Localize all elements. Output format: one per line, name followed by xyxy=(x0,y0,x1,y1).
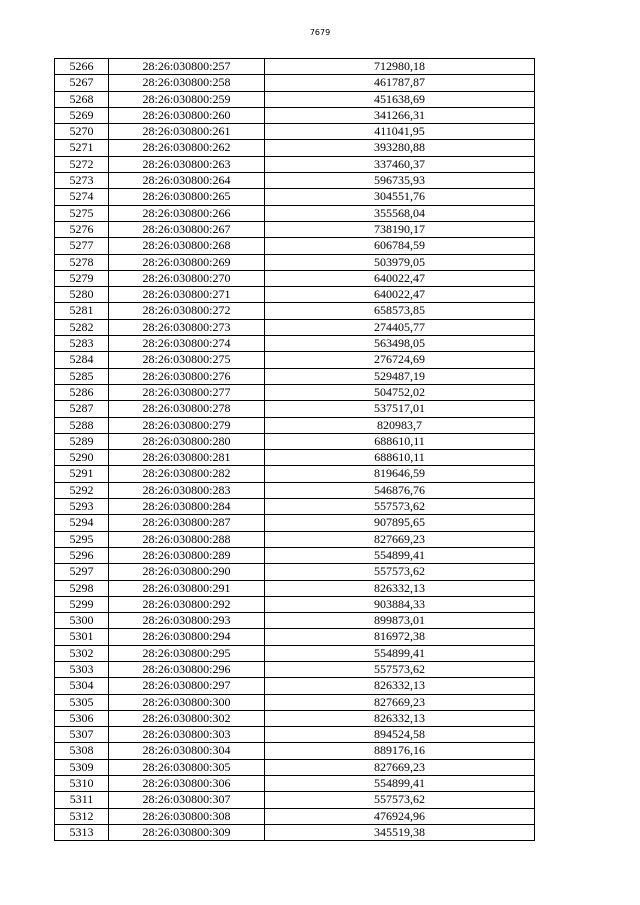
value-cell: 529487,19 xyxy=(265,368,535,384)
row-number-cell: 5313 xyxy=(55,824,109,840)
row-number-cell: 5277 xyxy=(55,238,109,254)
cadastral-number-cell: 28:26:030800:287 xyxy=(109,515,265,531)
row-number-cell: 5279 xyxy=(55,270,109,286)
row-number-cell: 5310 xyxy=(55,776,109,792)
value-cell: 557573,62 xyxy=(265,792,535,808)
value-cell: 554899,41 xyxy=(265,776,535,792)
cadastral-number-cell: 28:26:030800:295 xyxy=(109,645,265,661)
table-row xyxy=(55,189,535,205)
cadastral-number-cell: 28:26:030800:304 xyxy=(109,743,265,759)
cadastral-number-cell: 28:26:030800:270 xyxy=(109,270,265,286)
value-cell: 827669,23 xyxy=(265,694,535,710)
table-row xyxy=(55,124,535,140)
row-number-cell: 5275 xyxy=(55,205,109,221)
cadastral-number-cell: 28:26:030800:278 xyxy=(109,401,265,417)
table-row xyxy=(55,466,535,482)
cadastral-number-cell: 28:26:030800:284 xyxy=(109,499,265,515)
row-number-cell: 5298 xyxy=(55,580,109,596)
row-number-cell: 5280 xyxy=(55,287,109,303)
table-row xyxy=(55,401,535,417)
cadastral-number-cell: 28:26:030800:290 xyxy=(109,564,265,580)
row-number-cell: 5312 xyxy=(55,808,109,824)
cadastral-number-cell: 28:26:030800:306 xyxy=(109,776,265,792)
table-row xyxy=(55,173,535,189)
cadastral-number-cell: 28:26:030800:266 xyxy=(109,205,265,221)
cadastral-number-cell: 28:26:030800:259 xyxy=(109,91,265,107)
cadastral-number-cell: 28:26:030800:263 xyxy=(109,156,265,172)
table-row xyxy=(55,580,535,596)
cadastral-number-cell: 28:26:030800:261 xyxy=(109,124,265,140)
row-number-cell: 5269 xyxy=(55,107,109,123)
row-number-cell: 5292 xyxy=(55,482,109,498)
value-cell: 451638,69 xyxy=(265,91,535,107)
table-row xyxy=(55,596,535,612)
row-number-cell: 5306 xyxy=(55,710,109,726)
cadastral-number-cell: 28:26:030800:305 xyxy=(109,759,265,775)
cadastral-number-cell: 28:26:030800:309 xyxy=(109,824,265,840)
cadastral-number-cell: 28:26:030800:303 xyxy=(109,727,265,743)
table-row xyxy=(55,352,535,368)
cadastral-number-cell: 28:26:030800:280 xyxy=(109,433,265,449)
value-cell: 557573,62 xyxy=(265,499,535,515)
row-number-cell: 5311 xyxy=(55,792,109,808)
cadastral-number-cell: 28:26:030800:262 xyxy=(109,140,265,156)
cadastral-number-cell: 28:26:030800:291 xyxy=(109,580,265,596)
value-cell: 276724,69 xyxy=(265,352,535,368)
value-cell: 826332,13 xyxy=(265,710,535,726)
table-row xyxy=(55,564,535,580)
table-row xyxy=(55,792,535,808)
table-body xyxy=(55,59,535,841)
value-cell: 596735,93 xyxy=(265,173,535,189)
table-row xyxy=(55,221,535,237)
row-number-cell: 5282 xyxy=(55,319,109,335)
value-cell: 820983,7 xyxy=(265,417,535,433)
row-number-cell: 5281 xyxy=(55,303,109,319)
cadastral-number-cell: 28:26:030800:297 xyxy=(109,678,265,694)
cadastral-number-cell: 28:26:030800:281 xyxy=(109,450,265,466)
value-cell: 355568,04 xyxy=(265,205,535,221)
cadastral-number-cell: 28:26:030800:300 xyxy=(109,694,265,710)
row-number-cell: 5273 xyxy=(55,173,109,189)
row-number-cell: 5300 xyxy=(55,613,109,629)
value-cell: 640022,47 xyxy=(265,270,535,286)
cadastral-number-cell: 28:26:030800:277 xyxy=(109,384,265,400)
table-row xyxy=(55,710,535,726)
page-number: 7679 xyxy=(309,28,331,37)
row-number-cell: 5274 xyxy=(55,189,109,205)
row-number-cell: 5276 xyxy=(55,221,109,237)
table-row xyxy=(55,531,535,547)
row-number-cell: 5293 xyxy=(55,499,109,515)
table-row xyxy=(55,238,535,254)
row-number-cell: 5303 xyxy=(55,661,109,677)
cadastral-number-cell: 28:26:030800:307 xyxy=(109,792,265,808)
table-row xyxy=(55,743,535,759)
value-cell: 563498,05 xyxy=(265,336,535,352)
value-cell: 606784,59 xyxy=(265,238,535,254)
cadastral-number-cell: 28:26:030800:302 xyxy=(109,710,265,726)
cadastral-number-cell: 28:26:030800:267 xyxy=(109,221,265,237)
cadastral-number-cell: 28:26:030800:283 xyxy=(109,482,265,498)
row-number-cell: 5285 xyxy=(55,368,109,384)
table-row xyxy=(55,319,535,335)
value-cell: 461787,87 xyxy=(265,75,535,91)
value-cell: 712980,18 xyxy=(265,59,535,75)
cadastral-number-cell: 28:26:030800:308 xyxy=(109,808,265,824)
row-number-cell: 5302 xyxy=(55,645,109,661)
value-cell: 816972,38 xyxy=(265,629,535,645)
value-cell: 503979,05 xyxy=(265,254,535,270)
row-number-cell: 5278 xyxy=(55,254,109,270)
table-row xyxy=(55,547,535,563)
value-cell: 738190,17 xyxy=(265,221,535,237)
table-row xyxy=(55,433,535,449)
row-number-cell: 5309 xyxy=(55,759,109,775)
value-cell: 688610,11 xyxy=(265,450,535,466)
value-cell: 546876,76 xyxy=(265,482,535,498)
row-number-cell: 5288 xyxy=(55,417,109,433)
row-number-cell: 5299 xyxy=(55,596,109,612)
table-row xyxy=(55,140,535,156)
value-cell: 688610,11 xyxy=(265,433,535,449)
table-row xyxy=(55,808,535,824)
table-row xyxy=(55,499,535,515)
row-number-cell: 5291 xyxy=(55,466,109,482)
cadastral-number-cell: 28:26:030800:279 xyxy=(109,417,265,433)
table-row xyxy=(55,107,535,123)
value-cell: 557573,62 xyxy=(265,661,535,677)
table-row xyxy=(55,336,535,352)
value-cell: 827669,23 xyxy=(265,759,535,775)
row-number-cell: 5268 xyxy=(55,91,109,107)
table-row xyxy=(55,759,535,775)
cadastral-number-cell: 28:26:030800:289 xyxy=(109,547,265,563)
cadastral-number-cell: 28:26:030800:282 xyxy=(109,466,265,482)
table-row xyxy=(55,629,535,645)
value-cell: 903884,33 xyxy=(265,596,535,612)
cadastral-number-cell: 28:26:030800:260 xyxy=(109,107,265,123)
table-row xyxy=(55,727,535,743)
table-row xyxy=(55,254,535,270)
cadastral-number-cell: 28:26:030800:257 xyxy=(109,59,265,75)
row-number-cell: 5296 xyxy=(55,547,109,563)
cadastral-number-cell: 28:26:030800:288 xyxy=(109,531,265,547)
cadastral-number-cell: 28:26:030800:275 xyxy=(109,352,265,368)
row-number-cell: 5267 xyxy=(55,75,109,91)
value-cell: 894524,58 xyxy=(265,727,535,743)
cadastral-number-cell: 28:26:030800:269 xyxy=(109,254,265,270)
table-row xyxy=(55,303,535,319)
cadastral-number-cell: 28:26:030800:292 xyxy=(109,596,265,612)
table-row xyxy=(55,287,535,303)
cadastral-number-cell: 28:26:030800:276 xyxy=(109,368,265,384)
row-number-cell: 5308 xyxy=(55,743,109,759)
row-number-cell: 5270 xyxy=(55,124,109,140)
value-cell: 889176,16 xyxy=(265,743,535,759)
value-cell: 341266,31 xyxy=(265,107,535,123)
value-cell: 819646,59 xyxy=(265,466,535,482)
cadastral-number-cell: 28:26:030800:296 xyxy=(109,661,265,677)
cadastral-number-cell: 28:26:030800:258 xyxy=(109,75,265,91)
table-row xyxy=(55,59,535,75)
row-number-cell: 5301 xyxy=(55,629,109,645)
cadastral-number-cell: 28:26:030800:272 xyxy=(109,303,265,319)
value-cell: 827669,23 xyxy=(265,531,535,547)
table-row xyxy=(55,270,535,286)
value-cell: 393280,88 xyxy=(265,140,535,156)
value-cell: 899873,01 xyxy=(265,613,535,629)
row-number-cell: 5266 xyxy=(55,59,109,75)
row-number-cell: 5304 xyxy=(55,678,109,694)
value-cell: 504752,02 xyxy=(265,384,535,400)
table-row xyxy=(55,678,535,694)
value-cell: 554899,41 xyxy=(265,645,535,661)
cadastral-number-cell: 28:26:030800:274 xyxy=(109,336,265,352)
cadastral-number-cell: 28:26:030800:271 xyxy=(109,287,265,303)
row-number-cell: 5286 xyxy=(55,384,109,400)
value-cell: 826332,13 xyxy=(265,580,535,596)
table-row xyxy=(55,661,535,677)
row-number-cell: 5283 xyxy=(55,336,109,352)
table-row xyxy=(55,91,535,107)
value-cell: 554899,41 xyxy=(265,547,535,563)
value-cell: 640022,47 xyxy=(265,287,535,303)
row-number-cell: 5272 xyxy=(55,156,109,172)
table-row xyxy=(55,645,535,661)
table-row xyxy=(55,368,535,384)
table-row xyxy=(55,613,535,629)
table-row xyxy=(55,776,535,792)
value-cell: 274405,77 xyxy=(265,319,535,335)
row-number-cell: 5295 xyxy=(55,531,109,547)
value-cell: 826332,13 xyxy=(265,678,535,694)
row-number-cell: 5305 xyxy=(55,694,109,710)
cadastral-number-cell: 28:26:030800:265 xyxy=(109,189,265,205)
table-row xyxy=(55,694,535,710)
row-number-cell: 5307 xyxy=(55,727,109,743)
table-row xyxy=(55,205,535,221)
table-row xyxy=(55,384,535,400)
table-row xyxy=(55,75,535,91)
row-number-cell: 5297 xyxy=(55,564,109,580)
value-cell: 337460,37 xyxy=(265,156,535,172)
value-cell: 537517,01 xyxy=(265,401,535,417)
row-number-cell: 5290 xyxy=(55,450,109,466)
row-number-cell: 5287 xyxy=(55,401,109,417)
cadastral-number-cell: 28:26:030800:273 xyxy=(109,319,265,335)
value-cell: 345519,38 xyxy=(265,824,535,840)
table-row xyxy=(55,515,535,531)
table-row xyxy=(55,450,535,466)
cadastral-number-cell: 28:26:030800:268 xyxy=(109,238,265,254)
row-number-cell: 5289 xyxy=(55,433,109,449)
cadastral-number-cell: 28:26:030800:264 xyxy=(109,173,265,189)
table-row xyxy=(55,824,535,840)
table-row xyxy=(55,482,535,498)
cadastral-number-cell: 28:26:030800:294 xyxy=(109,629,265,645)
value-cell: 476924,96 xyxy=(265,808,535,824)
row-number-cell: 5284 xyxy=(55,352,109,368)
table-row xyxy=(55,156,535,172)
value-cell: 658573,85 xyxy=(265,303,535,319)
value-cell: 907895,65 xyxy=(265,515,535,531)
row-number-cell: 5271 xyxy=(55,140,109,156)
value-cell: 411041,95 xyxy=(265,124,535,140)
value-cell: 304551,76 xyxy=(265,189,535,205)
table-row xyxy=(55,417,535,433)
cadastral-value-table xyxy=(54,58,535,841)
row-number-cell: 5294 xyxy=(55,515,109,531)
cadastral-number-cell: 28:26:030800:293 xyxy=(109,613,265,629)
value-cell: 557573,62 xyxy=(265,564,535,580)
